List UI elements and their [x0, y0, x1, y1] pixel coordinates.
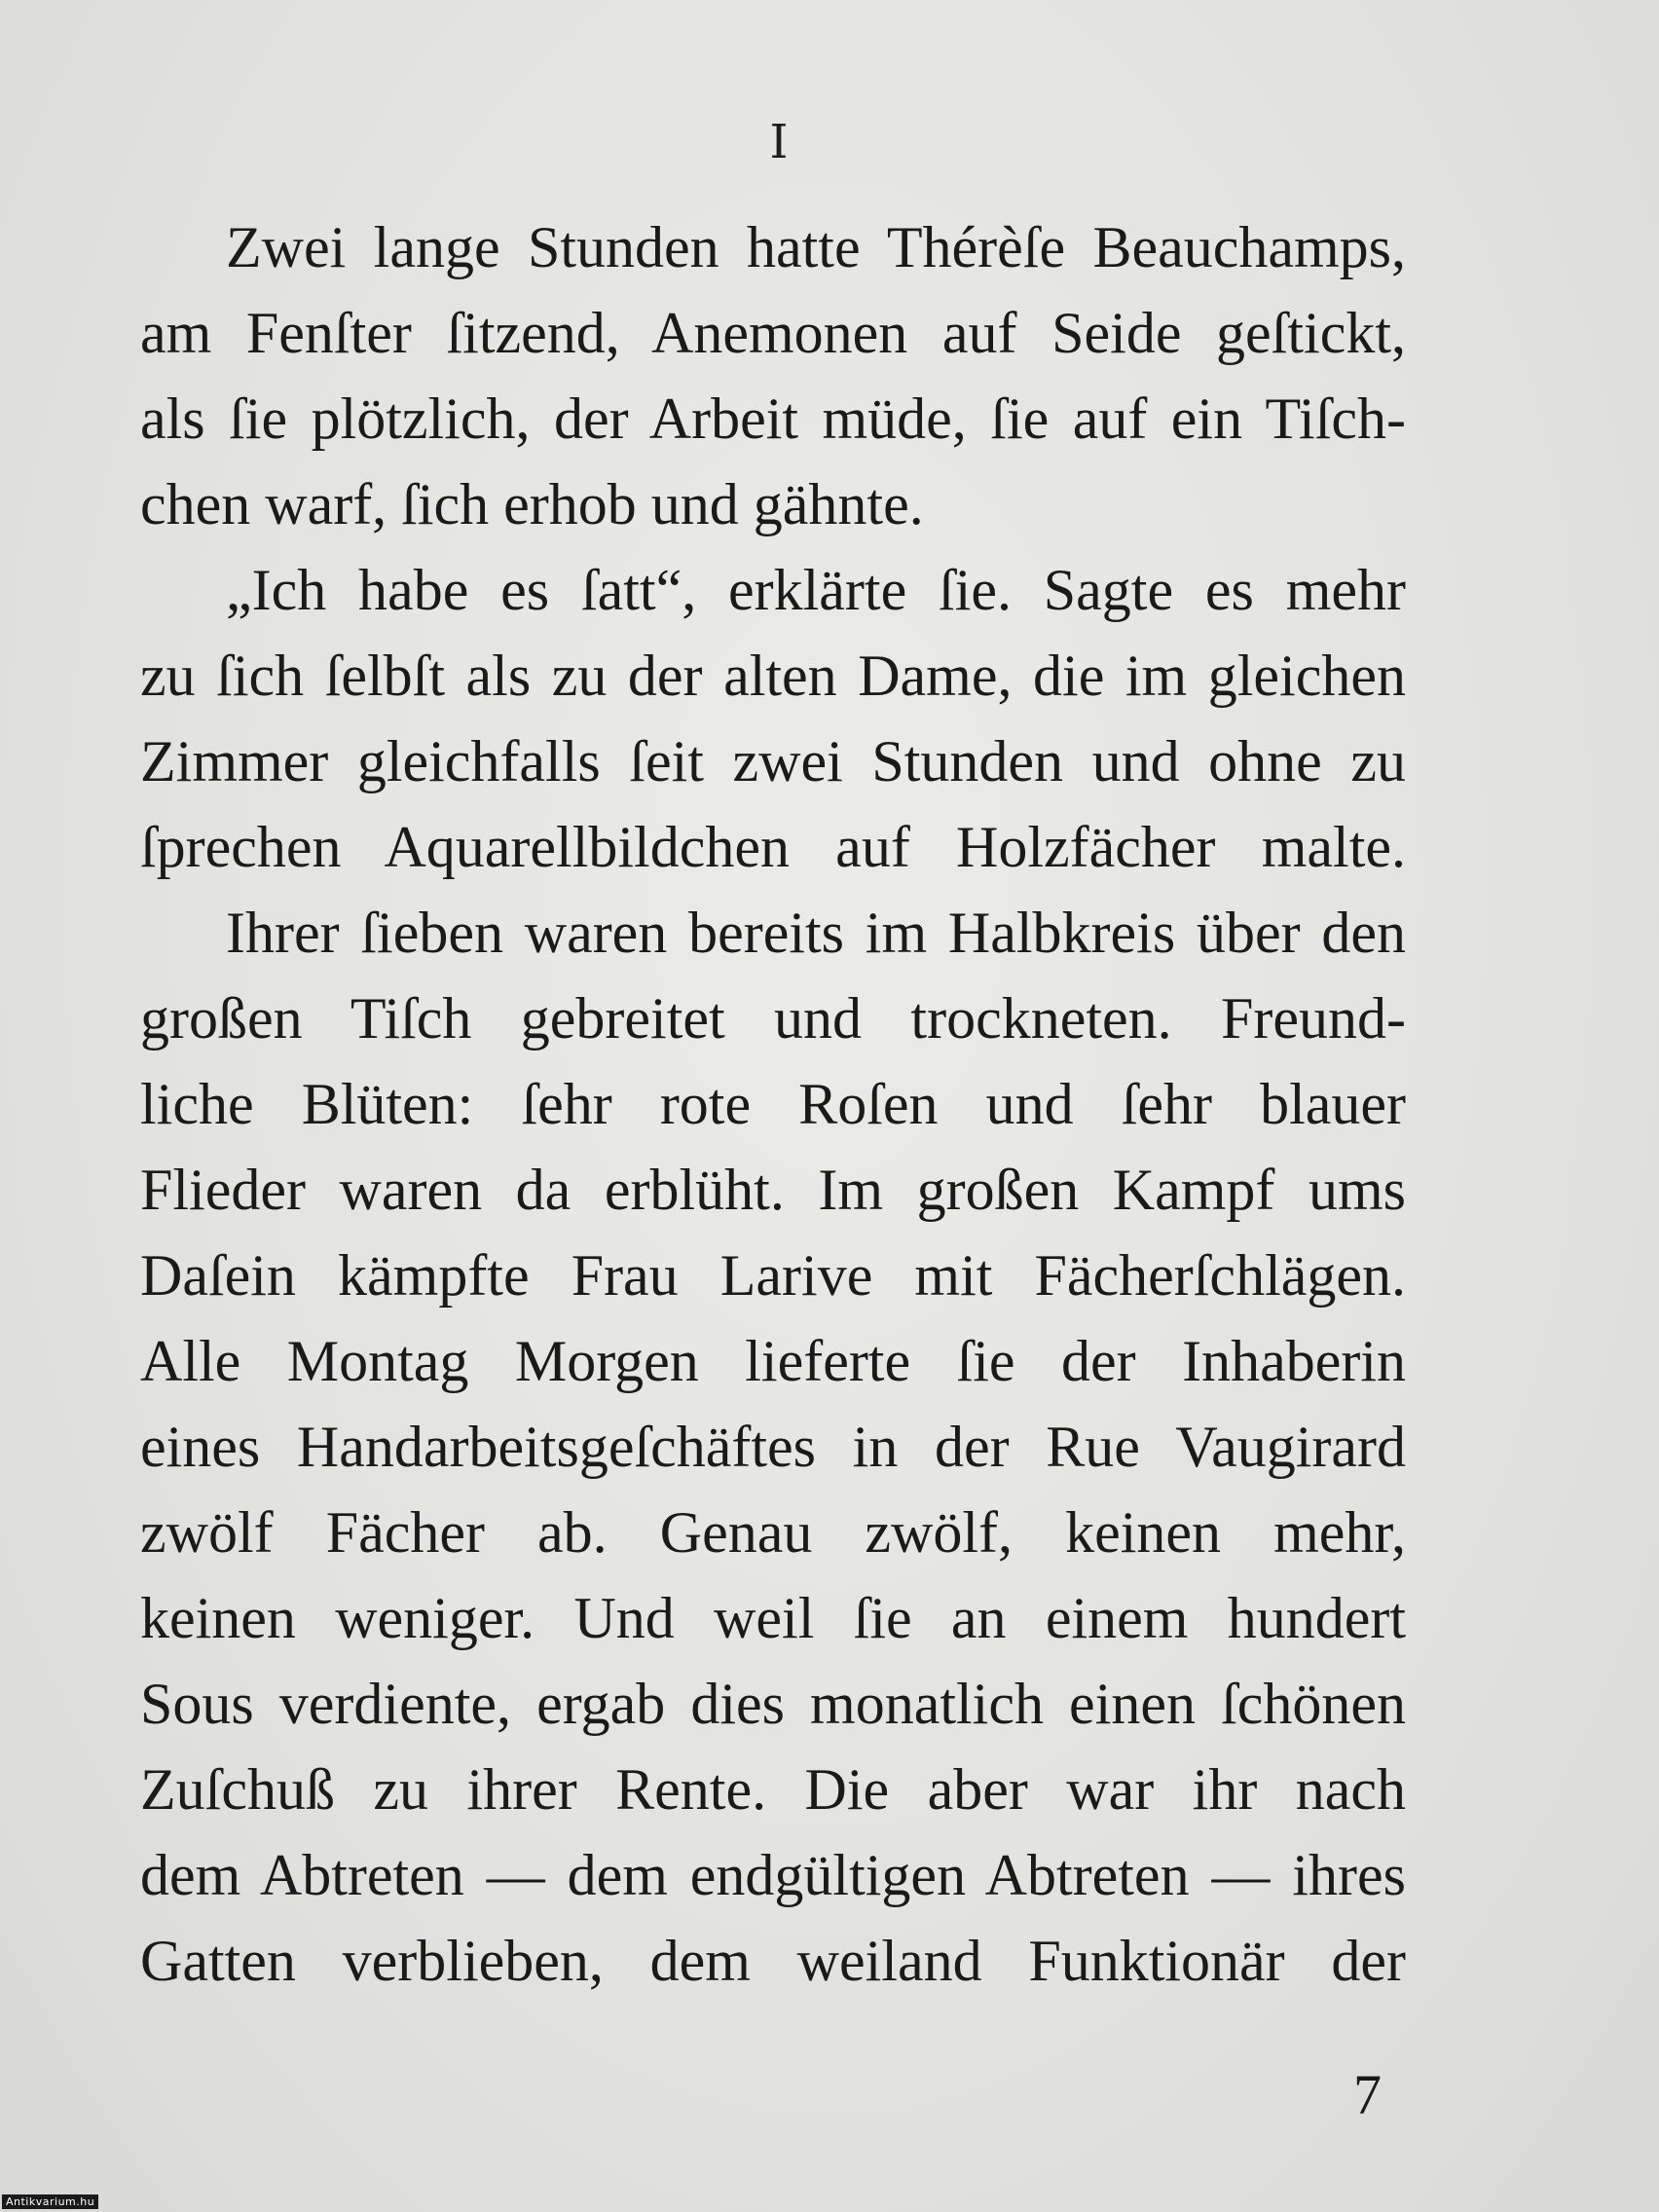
- text-line: Gatten verblieben, dem weiland Funktionär der: [140, 1929, 1406, 1993]
- text-line: zu ſich ſelbſt als zu der alten Dame, die im gleichen: [140, 644, 1406, 708]
- text-line: Zimmer gleichfalls ſeit zwei Stunden und ohne zu: [140, 729, 1406, 793]
- text-line: dem Abtreten — dem endgültigen Abtreten — ihres: [140, 1843, 1406, 1907]
- text-line: Sous verdiente, ergab dies monatlich einen ſchönen: [140, 1672, 1406, 1736]
- text-line: keinen weniger. Und weil ſie an einem hundert: [140, 1586, 1406, 1650]
- text-line: als ſie plötzlich, der Arbeit müde, ſie auf ein Tiſch-: [140, 387, 1406, 451]
- text-line: zwölf Fächer ab. Genau zwölf, keinen mehr,: [140, 1500, 1406, 1565]
- text-line: Flieder waren da erblüht. Im großen Kampf ums: [140, 1158, 1406, 1222]
- text-line: „Ich habe es ſatt“, erklärte ſie. Sagte es mehr: [226, 558, 1406, 622]
- text-line: großen Tiſch gebreitet und trockneten. Freund-: [140, 986, 1406, 1051]
- text-line: Ihrer ſieben waren bereits im Halbkreis über den: [226, 901, 1406, 965]
- page-number: 7: [1353, 2063, 1382, 2126]
- text-line: Zuſchuß zu ihrer Rente. Die aber war ihr nach: [140, 1757, 1406, 1822]
- text-line: eines Handarbeitsgeſchäftes in der Rue Vaugirard: [140, 1415, 1406, 1479]
- text-line: Zwei lange Stunden hatte Thérèſe Beauchamps,: [226, 215, 1406, 279]
- text-line: ſprechen Aquarellbildchen auf Holzfächer malte.: [140, 815, 1406, 879]
- text-line: am Fenſter ſitzend, Anemonen auf Seide geſtickt,: [140, 301, 1406, 365]
- text-line: Daſein kämpfte Frau Larive mit Fächerſchlägen.: [140, 1243, 1406, 1308]
- body-text: [140, 204, 1406, 2004]
- text-line: chen warf, ſich erhob und gähnte.: [140, 472, 924, 536]
- text-line: Alle Montag Morgen lieferte ſie der Inhaberin: [140, 1329, 1406, 1393]
- text-line: liche Blüten: ſehr rote Roſen und ſehr blauer: [140, 1072, 1406, 1136]
- watermark: Antikvarium.hu: [2, 2194, 98, 2209]
- chapter-heading: I: [769, 115, 789, 169]
